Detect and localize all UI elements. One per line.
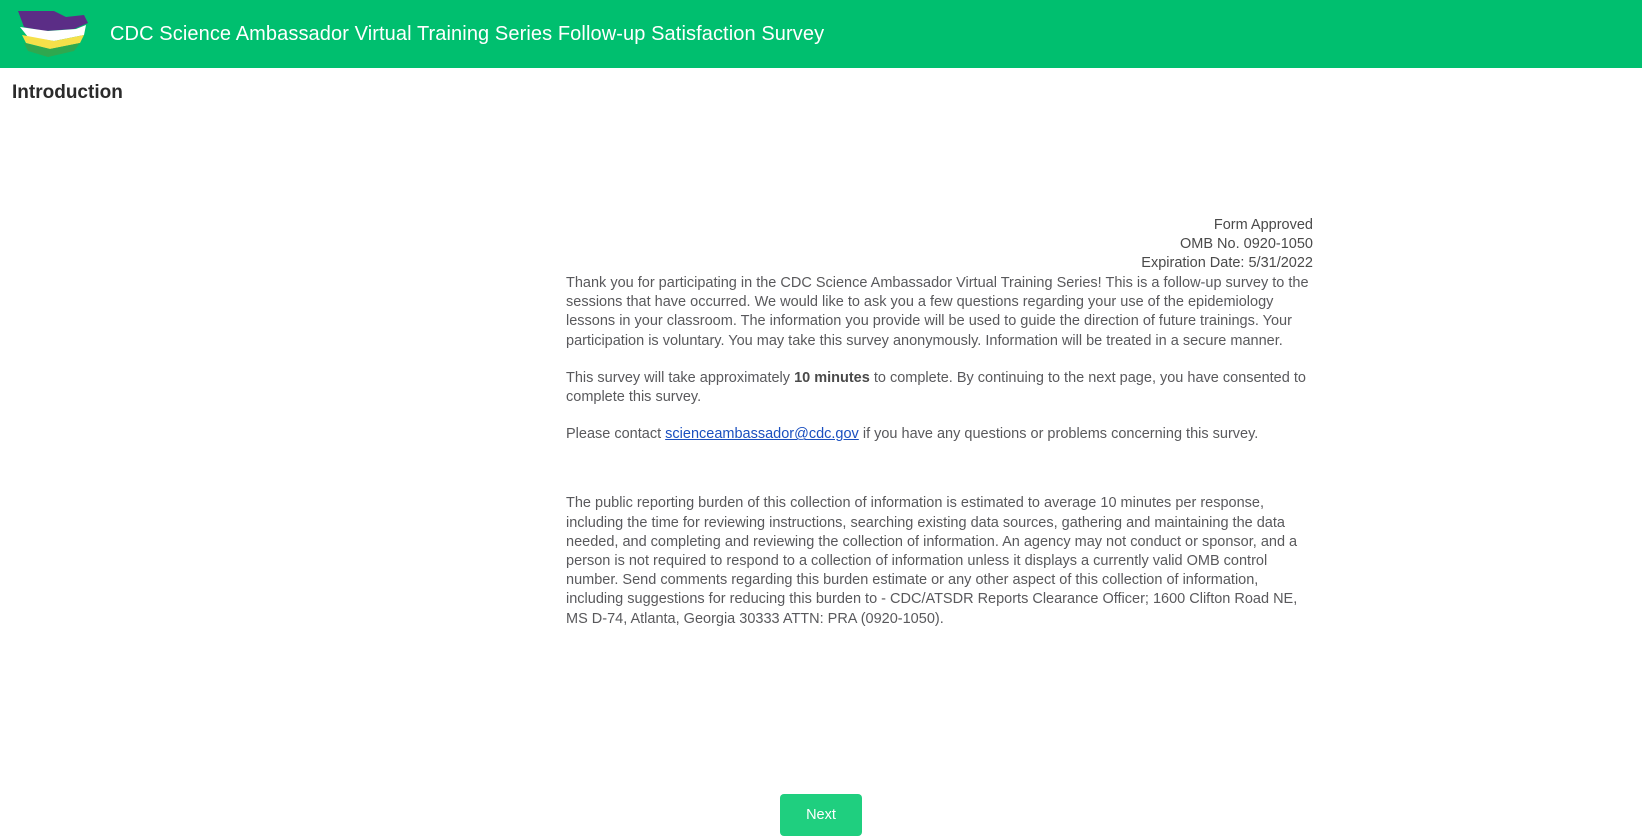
contact-pre-text: Please contact: [566, 426, 666, 443]
next-button[interactable]: Next: [780, 794, 862, 836]
contact-post-text: if you have any questions or problems concerning this survey.: [858, 426, 1259, 443]
intro-paragraph-1: Thank you for participating in the CDC Science Ambassador Virtual Training Series! This is a follow-up survey to the sessions that have occurred. We would like to ask you a few questions regarding your use of the epidemiology lessons in your classroom. The information you provide will be used to guide the direction of future trainings. Your participation is voluntary. You may take this survey anonymously. Information will be treated in a secure manner.: [566, 275, 1309, 349]
omb-form-approved: Form Approved: [1213, 217, 1313, 233]
footer-actions: [0, 794, 1642, 836]
omb-expiration-date: Expiration Date: 5/31/2022: [1141, 255, 1313, 271]
section-title: Introduction: [12, 82, 123, 103]
contact-email-link[interactable]: scienceambassador@cdc.gov: [665, 426, 859, 443]
intro-body: [566, 274, 1314, 647]
survey-content: [0, 104, 1642, 823]
duration-bold: 10 minutes: [794, 369, 870, 386]
intro-paragraph-3: [566, 425, 1314, 444]
duration-post-text: to complete. By continuing to the next page, you have consented to complete this survey.: [566, 369, 1306, 406]
omb-approval-block: [0, 216, 1313, 273]
page-title: CDC Science Ambassador Virtual Training Series Follow-up Satisfaction Survey: [110, 22, 825, 45]
app-header: [0, 0, 1642, 68]
omb-number: OMB No. 0920-1050: [1180, 236, 1313, 252]
section-title-wrap: [0, 68, 1642, 104]
intro-paragraph-2: [566, 369, 1314, 407]
burden-statement-paragraph: The public reporting burden of this collection of information is estimated to average 10 minutes per response, including the time for reviewing instructions, searching existing data sources, gathering and maintaining the data needed, and completing and reviewing the collection of information. An agency may not conduct or sponsor, and a person is not required to respond to a collection of information unless it displays a currently valid OMB control number. Send comments regarding this burden estimate or any other aspect of this collection of information, including suggestions for reducing this burden to - CDC/ATSDR Reports Clearance Officer; 1600 Clifton Road NE, MS D-74, Atlanta, Georgia 30333 ATTN: PRA (0920-1050).: [566, 495, 1298, 627]
cdc-map-logo: [14, 9, 92, 59]
duration-pre-text: This survey will take approximately: [566, 369, 795, 386]
